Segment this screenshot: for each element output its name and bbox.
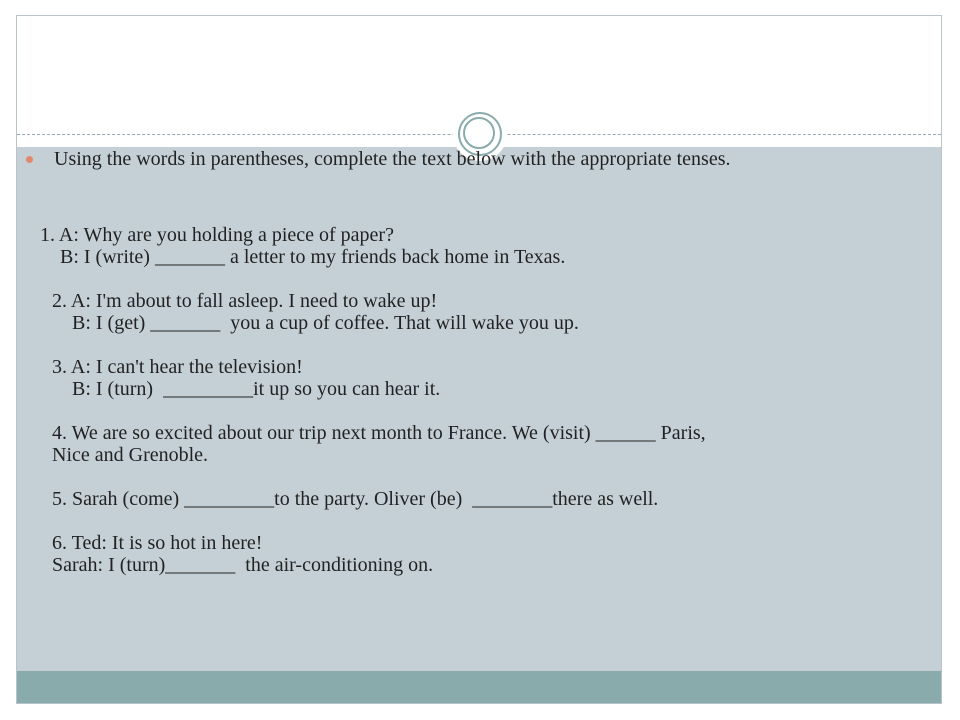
exercise-list (40, 224, 900, 598)
exercise-line: B: I (get) _______ you a cup of coffee. That will wake you up. (52, 312, 579, 334)
exercise-line: Nice and Grenoble. (52, 444, 209, 466)
exercise-line: 4. We are so excited about our trip next month to France. We (visit) ______ Paris, (52, 422, 706, 444)
exercise-item (40, 224, 900, 268)
exercise-line: 2. A: I'm about to fall asleep. I need to wake up! (52, 290, 438, 312)
exercise-line: B: I (turn) _________it up so you can hear it. (52, 378, 441, 400)
instruction-text: Using the words in parentheses, complete the text below with the appropriate tenses. (54, 148, 731, 170)
exercise-item (40, 532, 900, 576)
exercise-item (40, 422, 900, 466)
exercise-item (40, 290, 900, 334)
bullet-icon (26, 156, 33, 163)
exercise-item (40, 356, 900, 400)
exercise-line: 3. A: I can't hear the television! (52, 356, 303, 378)
exercise-line: 5. Sarah (come) _________to the party. Oliver (be) ________there as well. (52, 488, 659, 510)
footer-bar (17, 671, 941, 703)
exercise-line: 1. A: Why are you holding a piece of paper? (40, 224, 394, 246)
exercise-line: Sarah: I (turn)_______ the air-conditioning on. (52, 554, 434, 576)
exercise-line: 6. Ted: It is so hot in here! (52, 532, 263, 554)
exercise-item (40, 488, 900, 510)
exercise-line: B: I (write) _______ a letter to my friends back home in Texas. (40, 246, 566, 268)
ornament-inner-ring-icon (463, 117, 495, 149)
